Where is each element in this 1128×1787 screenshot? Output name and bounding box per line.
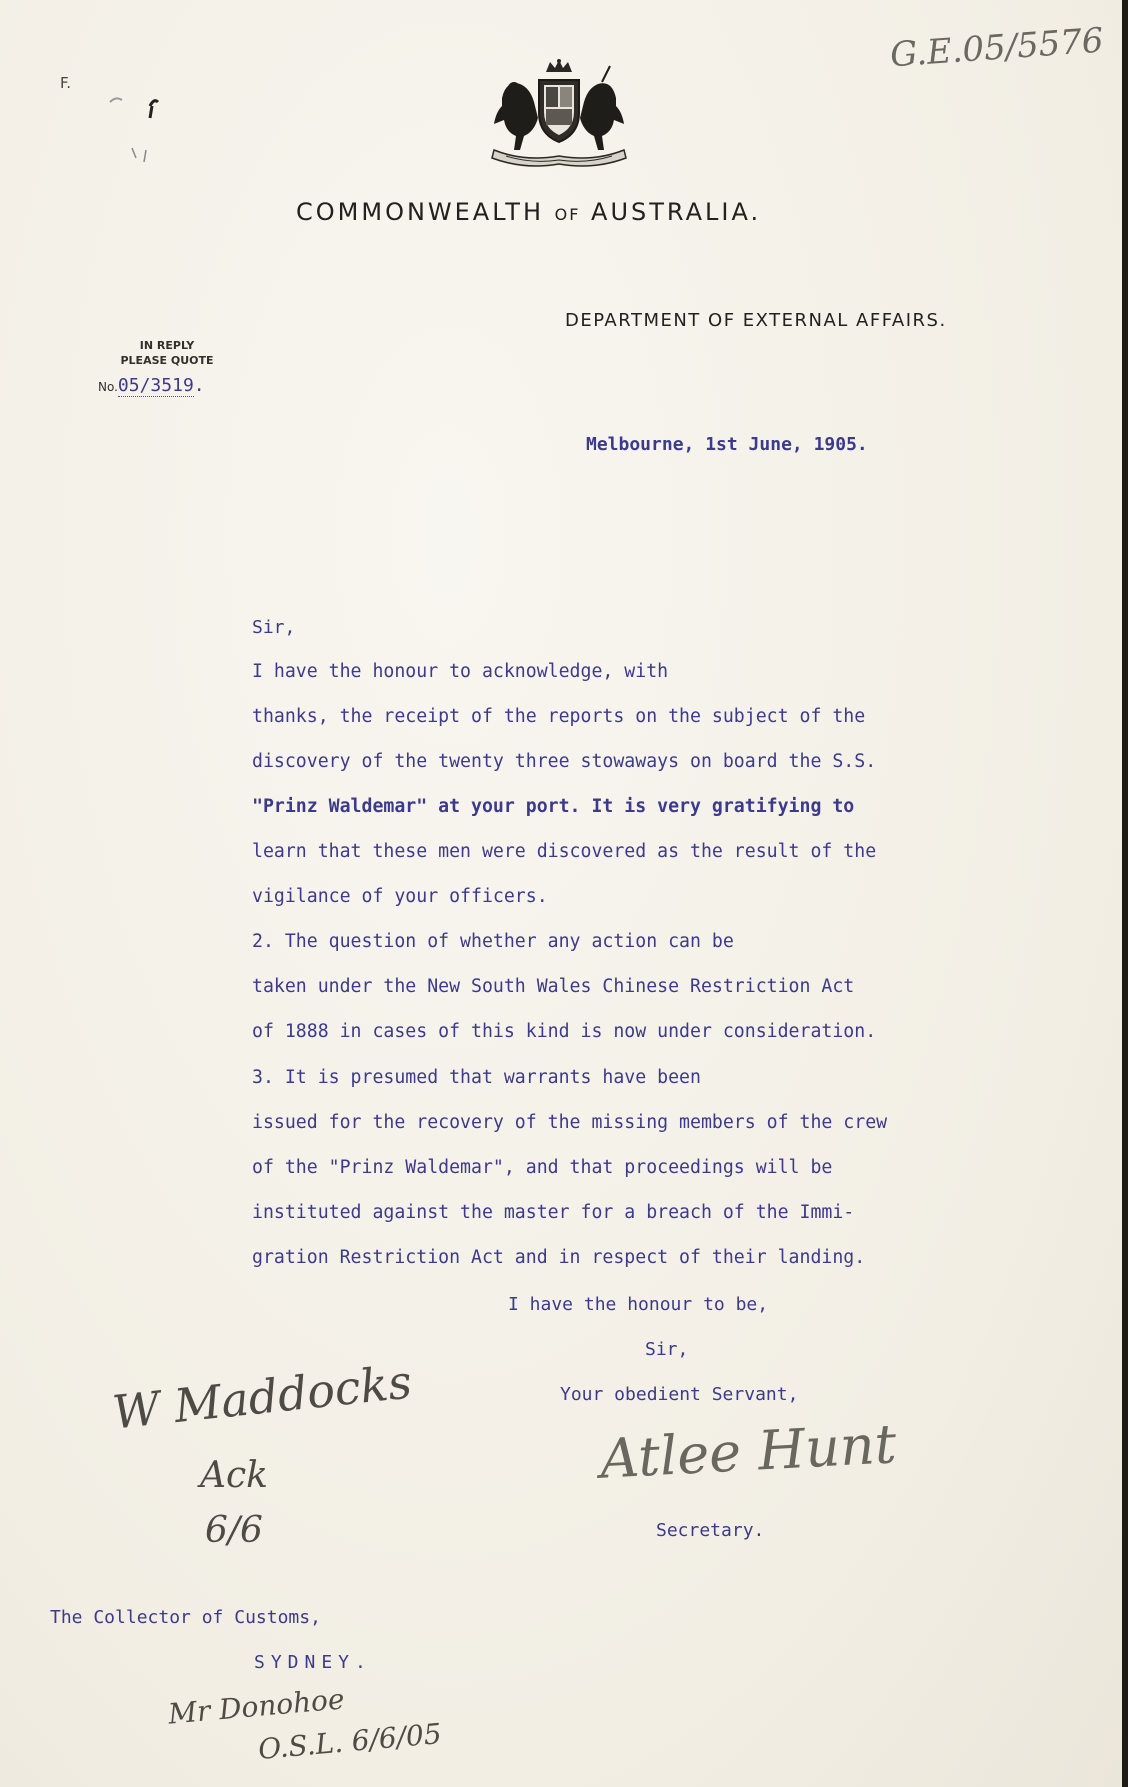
- department-heading: DEPARTMENT OF EXTERNAL AFFAIRS.: [565, 310, 947, 331]
- body-line: taken under the New South Wales Chinese Restriction Act: [252, 976, 855, 997]
- handwritten-date: 6/6: [205, 1510, 263, 1551]
- body-line: 2. The question of whether any action can be: [252, 931, 734, 952]
- addressee: The Collector of Customs,: [50, 1607, 321, 1628]
- signature-atlee-hunt: Atlee Hunt: [598, 1412, 898, 1491]
- body-line: of the "Prinz Waldemar", and that proceedings will be: [252, 1157, 833, 1178]
- closing-servant: Your obedient Servant,: [560, 1384, 799, 1405]
- page-edge: [1122, 0, 1128, 1787]
- commonwealth-heading: [296, 198, 761, 226]
- handwritten-donohoe: Mr Donohoe: [166, 1682, 346, 1731]
- closing-line: I have the honour to be,: [508, 1294, 769, 1315]
- reply-label-line2: PLEASE QUOTE: [120, 354, 214, 367]
- body-line: I have the honour to acknowledge, with: [252, 661, 669, 682]
- body-line: 3. It is presumed that warrants have been: [252, 1067, 701, 1088]
- body-line: "Prinz Waldemar" at your port. It is very gratifying to: [252, 796, 855, 817]
- reference-number: [98, 375, 205, 396]
- commonwealth-of: OF: [554, 205, 581, 224]
- handwritten-maddocks: W Maddocks: [110, 1354, 415, 1440]
- commonwealth-prefix: COMMONWEALTH: [296, 198, 555, 226]
- reply-label-line1: IN REPLY: [139, 339, 195, 352]
- reference-number-suffix: .: [193, 375, 205, 396]
- closing-sir: Sir,: [645, 1339, 689, 1360]
- body-line: vigilance of your officers.: [252, 886, 548, 907]
- file-mark: F.: [60, 74, 71, 92]
- body-line: learn that these men were discovered as the result of the: [252, 841, 877, 862]
- reply-label: [112, 338, 222, 368]
- archive-number-handwritten: G.E.05/5576: [888, 20, 1105, 76]
- pencil-marks-icon: [108, 92, 168, 172]
- address-city: SYDNEY.: [254, 1652, 372, 1673]
- body-line: discovery of the twenty three stowaways on board the S.S.: [252, 751, 877, 772]
- handwritten-initials-date: O.S.L. 6/6/05: [256, 1717, 443, 1766]
- body-line: issued for the recovery of the missing members of the crew: [252, 1112, 888, 1133]
- coat-of-arms-icon: [484, 58, 634, 170]
- reference-number-value: 05/3519: [117, 375, 194, 396]
- letter-date: Melbourne, 1st June, 1905.: [586, 434, 868, 455]
- body-line: gration Restriction Act and in respect of their landing.: [252, 1247, 866, 1268]
- body-line: instituted against the master for a breach of the Immi-: [252, 1202, 855, 1223]
- signatory-title: Secretary.: [656, 1520, 765, 1541]
- body-line: of 1888 in cases of this kind is now under consideration.: [252, 1021, 877, 1042]
- reference-no-label: No.: [98, 380, 118, 394]
- salutation: Sir,: [252, 617, 296, 638]
- body-line: thanks, the receipt of the reports on the subject of the: [252, 706, 866, 727]
- commonwealth-suffix: AUSTRALIA.: [580, 198, 762, 226]
- handwritten-ack: Ack: [200, 1455, 268, 1496]
